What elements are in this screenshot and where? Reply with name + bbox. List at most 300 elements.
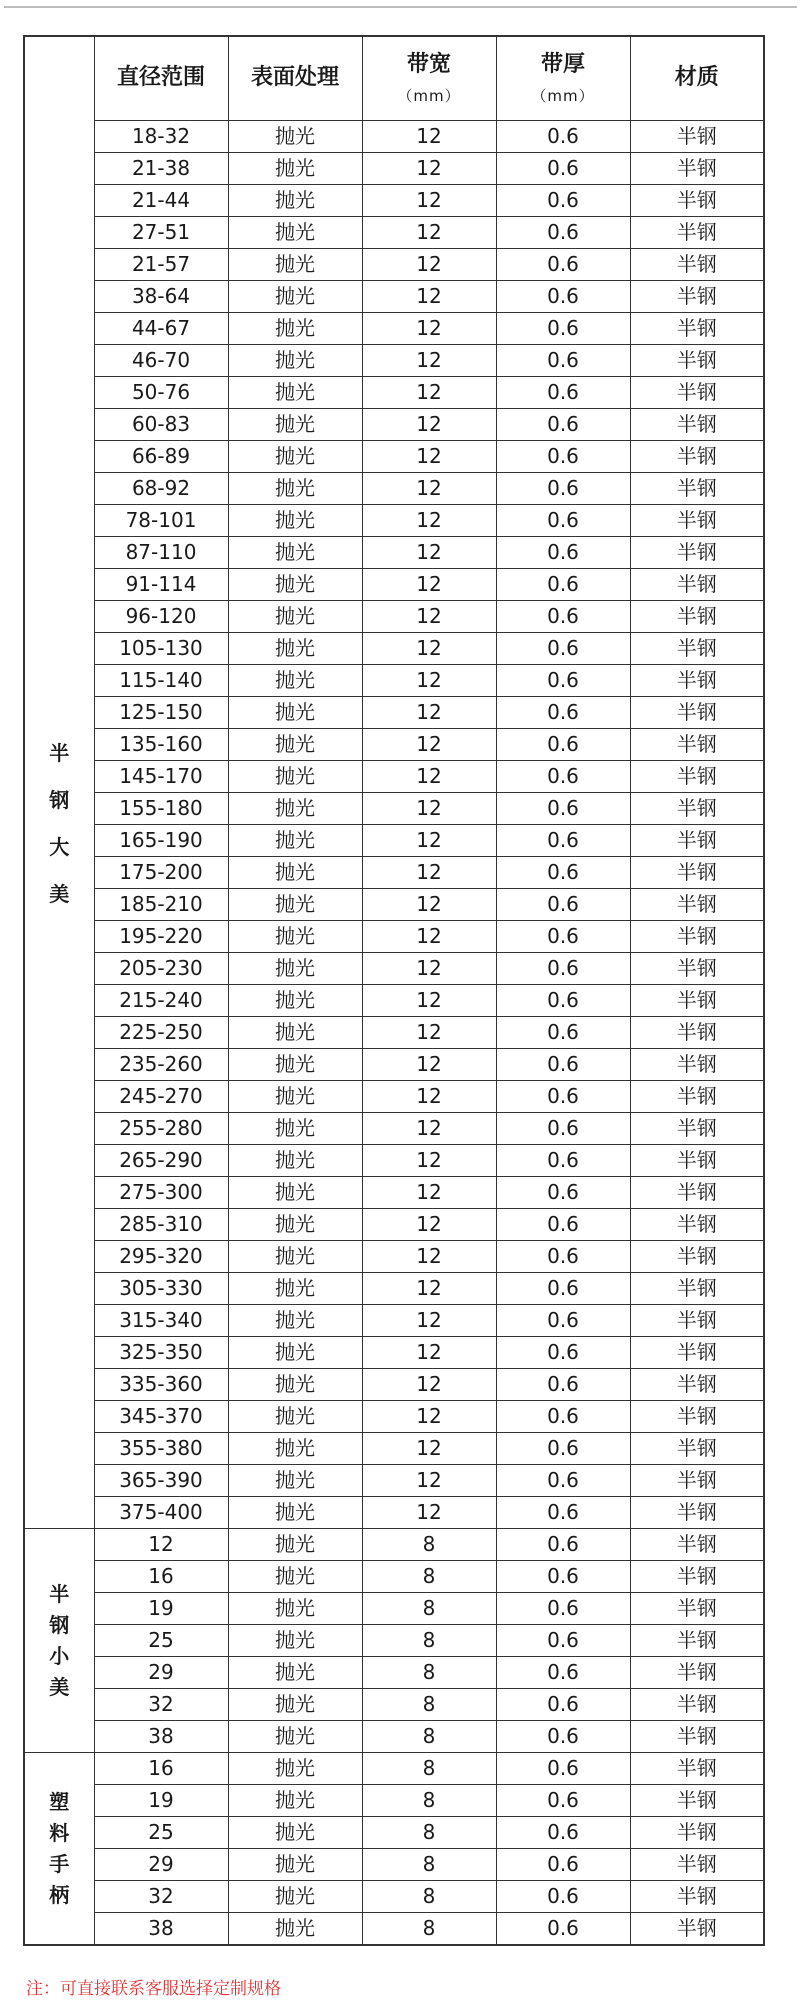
material-cell: 半钢 <box>630 985 764 1017</box>
width-cell: 12 <box>362 633 496 665</box>
surface-cell: 抛光 <box>228 1593 362 1625</box>
width-cell: 12 <box>362 1241 496 1273</box>
table-row <box>24 1497 764 1529</box>
diameter-cell: 68-92 <box>94 473 228 505</box>
thickness-cell: 0.6 <box>496 857 630 889</box>
diameter-cell: 25 <box>94 1625 228 1657</box>
thickness-cell: 0.6 <box>496 249 630 281</box>
header-thickness-label: 带厚 <box>540 52 585 78</box>
spec-table <box>23 35 765 1946</box>
table-row <box>24 377 764 409</box>
thickness-cell: 0.6 <box>496 1689 630 1721</box>
table-row <box>24 1465 764 1497</box>
group-label-char: 半 <box>49 741 70 766</box>
surface-cell: 抛光 <box>228 1657 362 1689</box>
material-cell: 半钢 <box>630 281 764 313</box>
diameter-cell: 245-270 <box>94 1081 228 1113</box>
width-cell: 12 <box>362 441 496 473</box>
group-label-char: 手 <box>49 1851 70 1876</box>
width-cell: 8 <box>362 1721 496 1753</box>
material-cell: 半钢 <box>630 1049 764 1081</box>
width-cell: 8 <box>362 1625 496 1657</box>
table-row <box>24 1273 764 1305</box>
diameter-cell: 38-64 <box>94 281 228 313</box>
thickness-cell: 0.6 <box>496 1017 630 1049</box>
group-label-char: 塑 <box>49 1789 70 1814</box>
surface-cell: 抛光 <box>228 1497 362 1529</box>
diameter-cell: 32 <box>94 1689 228 1721</box>
diameter-cell: 155-180 <box>94 793 228 825</box>
surface-cell: 抛光 <box>228 1145 362 1177</box>
diameter-cell: 235-260 <box>94 1049 228 1081</box>
thickness-cell: 0.6 <box>496 1881 630 1913</box>
header-corner <box>24 36 94 121</box>
group-label <box>24 1753 94 1946</box>
table-row <box>24 249 764 281</box>
surface-cell: 抛光 <box>228 1561 362 1593</box>
surface-cell: 抛光 <box>228 185 362 217</box>
surface-cell: 抛光 <box>228 1209 362 1241</box>
width-cell: 12 <box>362 217 496 249</box>
material-cell: 半钢 <box>630 537 764 569</box>
thickness-cell: 0.6 <box>496 1433 630 1465</box>
thickness-cell: 0.6 <box>496 1849 630 1881</box>
surface-cell: 抛光 <box>228 1081 362 1113</box>
width-cell: 12 <box>362 505 496 537</box>
material-cell: 半钢 <box>630 1721 764 1753</box>
diameter-cell: 87-110 <box>94 537 228 569</box>
surface-cell: 抛光 <box>228 825 362 857</box>
width-cell: 12 <box>362 185 496 217</box>
table-row <box>24 281 764 313</box>
table-row <box>24 1209 764 1241</box>
width-cell: 12 <box>362 1177 496 1209</box>
material-cell: 半钢 <box>630 1337 764 1369</box>
surface-cell: 抛光 <box>228 1337 362 1369</box>
table-row <box>24 1881 764 1913</box>
diameter-cell: 105-130 <box>94 633 228 665</box>
diameter-cell: 215-240 <box>94 985 228 1017</box>
thickness-cell: 0.6 <box>496 313 630 345</box>
width-cell: 12 <box>362 313 496 345</box>
width-cell: 12 <box>362 1017 496 1049</box>
width-cell: 12 <box>362 1113 496 1145</box>
surface-cell: 抛光 <box>228 1369 362 1401</box>
table-row <box>24 1657 764 1689</box>
thickness-cell: 0.6 <box>496 1401 630 1433</box>
surface-cell: 抛光 <box>228 921 362 953</box>
material-cell: 半钢 <box>630 857 764 889</box>
surface-cell: 抛光 <box>228 761 362 793</box>
width-cell: 12 <box>362 1049 496 1081</box>
surface-cell: 抛光 <box>228 665 362 697</box>
width-cell: 8 <box>362 1785 496 1817</box>
thickness-cell: 0.6 <box>496 1593 630 1625</box>
thickness-cell: 0.6 <box>496 825 630 857</box>
surface-cell: 抛光 <box>228 441 362 473</box>
table-row <box>24 857 764 889</box>
surface-cell: 抛光 <box>228 217 362 249</box>
table-row <box>24 1593 764 1625</box>
surface-cell: 抛光 <box>228 953 362 985</box>
thickness-cell: 0.6 <box>496 1625 630 1657</box>
thickness-cell: 0.6 <box>496 217 630 249</box>
thickness-cell: 0.6 <box>496 409 630 441</box>
material-cell: 半钢 <box>630 889 764 921</box>
material-cell: 半钢 <box>630 729 764 761</box>
diameter-cell: 66-89 <box>94 441 228 473</box>
material-cell: 半钢 <box>630 1593 764 1625</box>
material-cell: 半钢 <box>630 1817 764 1849</box>
table-row <box>24 1081 764 1113</box>
thickness-cell: 0.6 <box>496 729 630 761</box>
width-cell: 12 <box>362 345 496 377</box>
thickness-cell: 0.6 <box>496 185 630 217</box>
table-row <box>24 1849 764 1881</box>
material-cell: 半钢 <box>630 1849 764 1881</box>
diameter-cell: 60-83 <box>94 409 228 441</box>
diameter-cell: 32 <box>94 1881 228 1913</box>
surface-cell: 抛光 <box>228 153 362 185</box>
width-cell: 12 <box>362 1465 496 1497</box>
thickness-cell: 0.6 <box>496 761 630 793</box>
table-row <box>24 473 764 505</box>
thickness-cell: 0.6 <box>496 1785 630 1817</box>
diameter-cell: 195-220 <box>94 921 228 953</box>
diameter-cell: 12 <box>94 1529 228 1561</box>
material-cell: 半钢 <box>630 217 764 249</box>
width-cell: 12 <box>362 1369 496 1401</box>
width-cell: 12 <box>362 121 496 153</box>
table-row <box>24 121 764 153</box>
thickness-cell: 0.6 <box>496 985 630 1017</box>
width-cell: 12 <box>362 793 496 825</box>
thickness-cell: 0.6 <box>496 537 630 569</box>
surface-cell: 抛光 <box>228 569 362 601</box>
diameter-cell: 19 <box>94 1785 228 1817</box>
width-cell: 8 <box>362 1561 496 1593</box>
diameter-cell: 335-360 <box>94 1369 228 1401</box>
table-row <box>24 185 764 217</box>
table-row <box>24 1177 764 1209</box>
diameter-cell: 38 <box>94 1721 228 1753</box>
table-row <box>24 569 764 601</box>
material-cell: 半钢 <box>630 1753 764 1785</box>
surface-cell: 抛光 <box>228 1465 362 1497</box>
table-row <box>24 1145 764 1177</box>
material-cell: 半钢 <box>630 1497 764 1529</box>
thickness-cell: 0.6 <box>496 1049 630 1081</box>
diameter-cell: 265-290 <box>94 1145 228 1177</box>
thickness-cell: 0.6 <box>496 1721 630 1753</box>
thickness-cell: 0.6 <box>496 473 630 505</box>
thickness-cell: 0.6 <box>496 889 630 921</box>
material-cell: 半钢 <box>630 1913 764 1946</box>
diameter-cell: 165-190 <box>94 825 228 857</box>
surface-cell: 抛光 <box>228 1625 362 1657</box>
table-row <box>24 1017 764 1049</box>
material-cell: 半钢 <box>630 121 764 153</box>
material-cell: 半钢 <box>630 761 764 793</box>
table-row <box>24 1369 764 1401</box>
material-cell: 半钢 <box>630 665 764 697</box>
surface-cell: 抛光 <box>228 1689 362 1721</box>
diameter-cell: 275-300 <box>94 1177 228 1209</box>
group-label-char: 半 <box>49 1581 70 1606</box>
width-cell: 12 <box>362 825 496 857</box>
thickness-cell: 0.6 <box>496 1113 630 1145</box>
surface-cell: 抛光 <box>228 793 362 825</box>
width-cell: 12 <box>362 953 496 985</box>
table-row <box>24 921 764 953</box>
thickness-cell: 0.6 <box>496 1913 630 1946</box>
width-cell: 12 <box>362 601 496 633</box>
surface-cell: 抛光 <box>228 377 362 409</box>
diameter-cell: 115-140 <box>94 665 228 697</box>
thickness-cell: 0.6 <box>496 441 630 473</box>
material-cell: 半钢 <box>630 1113 764 1145</box>
group-label-char: 柄 <box>49 1882 70 1907</box>
surface-cell: 抛光 <box>228 889 362 921</box>
diameter-cell: 29 <box>94 1849 228 1881</box>
surface-cell: 抛光 <box>228 537 362 569</box>
thickness-cell: 0.6 <box>496 1817 630 1849</box>
diameter-cell: 285-310 <box>94 1209 228 1241</box>
table-row <box>24 217 764 249</box>
width-cell: 12 <box>362 1081 496 1113</box>
thickness-cell: 0.6 <box>496 1337 630 1369</box>
material-cell: 半钢 <box>630 441 764 473</box>
width-cell: 12 <box>362 697 496 729</box>
diameter-cell: 375-400 <box>94 1497 228 1529</box>
surface-cell: 抛光 <box>228 1177 362 1209</box>
material-cell: 半钢 <box>630 313 764 345</box>
width-cell: 8 <box>362 1881 496 1913</box>
material-cell: 半钢 <box>630 1881 764 1913</box>
table-row <box>24 153 764 185</box>
diameter-cell: 365-390 <box>94 1465 228 1497</box>
thickness-cell: 0.6 <box>496 1241 630 1273</box>
width-cell: 12 <box>362 473 496 505</box>
material-cell: 半钢 <box>630 1369 764 1401</box>
thickness-cell: 0.6 <box>496 121 630 153</box>
group-label-char: 大 <box>49 835 70 860</box>
diameter-cell: 16 <box>94 1753 228 1785</box>
diameter-cell: 135-160 <box>94 729 228 761</box>
table-row <box>24 825 764 857</box>
spec-table-body <box>24 36 764 1945</box>
header-row <box>24 36 764 121</box>
width-cell: 12 <box>362 1209 496 1241</box>
width-cell: 12 <box>362 1145 496 1177</box>
surface-cell: 抛光 <box>228 1049 362 1081</box>
diameter-cell: 50-76 <box>94 377 228 409</box>
thickness-cell: 0.6 <box>496 697 630 729</box>
thickness-cell: 0.6 <box>496 665 630 697</box>
width-cell: 8 <box>362 1529 496 1561</box>
group-label <box>24 121 94 1529</box>
table-row <box>24 1913 764 1946</box>
group-label-char: 钢 <box>49 788 70 813</box>
table-row <box>24 505 764 537</box>
diameter-cell: 325-350 <box>94 1337 228 1369</box>
table-row <box>24 1401 764 1433</box>
surface-cell: 抛光 <box>228 1433 362 1465</box>
table-row <box>24 1785 764 1817</box>
table-row <box>24 313 764 345</box>
header-thickness-unit: （mm） <box>531 86 595 105</box>
surface-cell: 抛光 <box>228 1817 362 1849</box>
material-cell: 半钢 <box>630 1177 764 1209</box>
surface-cell: 抛光 <box>228 249 362 281</box>
material-cell: 半钢 <box>630 377 764 409</box>
surface-cell: 抛光 <box>228 1529 362 1561</box>
surface-cell: 抛光 <box>228 1273 362 1305</box>
diameter-cell: 16 <box>94 1561 228 1593</box>
material-cell: 半钢 <box>630 345 764 377</box>
thickness-cell: 0.6 <box>496 1305 630 1337</box>
width-cell: 12 <box>362 569 496 601</box>
material-cell: 半钢 <box>630 953 764 985</box>
surface-cell: 抛光 <box>228 1305 362 1337</box>
surface-cell: 抛光 <box>228 1785 362 1817</box>
material-cell: 半钢 <box>630 409 764 441</box>
material-cell: 半钢 <box>630 1689 764 1721</box>
material-cell: 半钢 <box>630 1433 764 1465</box>
surface-cell: 抛光 <box>228 473 362 505</box>
diameter-cell: 78-101 <box>94 505 228 537</box>
table-row <box>24 633 764 665</box>
header-diameter: 直径范围 <box>94 36 228 121</box>
table-row <box>24 729 764 761</box>
thickness-cell: 0.6 <box>496 1529 630 1561</box>
width-cell: 12 <box>362 377 496 409</box>
table-row <box>24 665 764 697</box>
thickness-cell: 0.6 <box>496 1081 630 1113</box>
table-row <box>24 537 764 569</box>
width-cell: 12 <box>362 537 496 569</box>
diameter-cell: 91-114 <box>94 569 228 601</box>
width-cell: 12 <box>362 857 496 889</box>
material-cell: 半钢 <box>630 601 764 633</box>
header-thickness <box>496 36 630 121</box>
thickness-cell: 0.6 <box>496 377 630 409</box>
thickness-cell: 0.6 <box>496 1465 630 1497</box>
surface-cell: 抛光 <box>228 1721 362 1753</box>
header-width-unit: （mm） <box>397 86 461 105</box>
width-cell: 12 <box>362 761 496 793</box>
surface-cell: 抛光 <box>228 857 362 889</box>
width-cell: 8 <box>362 1689 496 1721</box>
group-label-char: 钢 <box>49 1612 70 1637</box>
material-cell: 半钢 <box>630 1561 764 1593</box>
header-surface: 表面处理 <box>228 36 362 121</box>
material-cell: 半钢 <box>630 1209 764 1241</box>
diameter-cell: 21-38 <box>94 153 228 185</box>
width-cell: 8 <box>362 1753 496 1785</box>
group-label-char: 美 <box>49 882 70 907</box>
table-row <box>24 1529 764 1561</box>
material-cell: 半钢 <box>630 1465 764 1497</box>
header-width <box>362 36 496 121</box>
material-cell: 半钢 <box>630 505 764 537</box>
thickness-cell: 0.6 <box>496 1177 630 1209</box>
table-row <box>24 1241 764 1273</box>
material-cell: 半钢 <box>630 1017 764 1049</box>
diameter-cell: 21-44 <box>94 185 228 217</box>
width-cell: 12 <box>362 729 496 761</box>
thickness-cell: 0.6 <box>496 1145 630 1177</box>
table-row <box>24 1721 764 1753</box>
width-cell: 12 <box>362 249 496 281</box>
surface-cell: 抛光 <box>228 1241 362 1273</box>
thickness-cell: 0.6 <box>496 953 630 985</box>
table-row <box>24 1561 764 1593</box>
thickness-cell: 0.6 <box>496 1753 630 1785</box>
diameter-cell: 21-57 <box>94 249 228 281</box>
diameter-cell: 305-330 <box>94 1273 228 1305</box>
diameter-cell: 125-150 <box>94 697 228 729</box>
width-cell: 12 <box>362 409 496 441</box>
table-row <box>24 601 764 633</box>
surface-cell: 抛光 <box>228 1113 362 1145</box>
group-label-char: 料 <box>49 1820 70 1845</box>
width-cell: 12 <box>362 921 496 953</box>
thickness-cell: 0.6 <box>496 281 630 313</box>
table-row <box>24 409 764 441</box>
diameter-cell: 25 <box>94 1817 228 1849</box>
surface-cell: 抛光 <box>228 121 362 153</box>
material-cell: 半钢 <box>630 1657 764 1689</box>
width-cell: 12 <box>362 153 496 185</box>
material-cell: 半钢 <box>630 1625 764 1657</box>
material-cell: 半钢 <box>630 1401 764 1433</box>
table-row <box>24 697 764 729</box>
material-cell: 半钢 <box>630 473 764 505</box>
width-cell: 12 <box>362 281 496 313</box>
diameter-cell: 355-380 <box>94 1433 228 1465</box>
table-row <box>24 1113 764 1145</box>
diameter-cell: 205-230 <box>94 953 228 985</box>
material-cell: 半钢 <box>630 569 764 601</box>
surface-cell: 抛光 <box>228 345 362 377</box>
width-cell: 8 <box>362 1849 496 1881</box>
thickness-cell: 0.6 <box>496 633 630 665</box>
table-row <box>24 761 764 793</box>
width-cell: 12 <box>362 889 496 921</box>
surface-cell: 抛光 <box>228 313 362 345</box>
width-cell: 12 <box>362 1305 496 1337</box>
diameter-cell: 175-200 <box>94 857 228 889</box>
table-row <box>24 985 764 1017</box>
surface-cell: 抛光 <box>228 281 362 313</box>
width-cell: 12 <box>362 1433 496 1465</box>
table-row <box>24 1305 764 1337</box>
surface-cell: 抛光 <box>228 1753 362 1785</box>
width-cell: 12 <box>362 985 496 1017</box>
surface-cell: 抛光 <box>228 409 362 441</box>
width-cell: 8 <box>362 1913 496 1946</box>
thickness-cell: 0.6 <box>496 1657 630 1689</box>
surface-cell: 抛光 <box>228 1849 362 1881</box>
width-cell: 12 <box>362 1401 496 1433</box>
table-row <box>24 1625 764 1657</box>
surface-cell: 抛光 <box>228 1881 362 1913</box>
thickness-cell: 0.6 <box>496 1369 630 1401</box>
surface-cell: 抛光 <box>228 633 362 665</box>
material-cell: 半钢 <box>630 825 764 857</box>
material-cell: 半钢 <box>630 249 764 281</box>
